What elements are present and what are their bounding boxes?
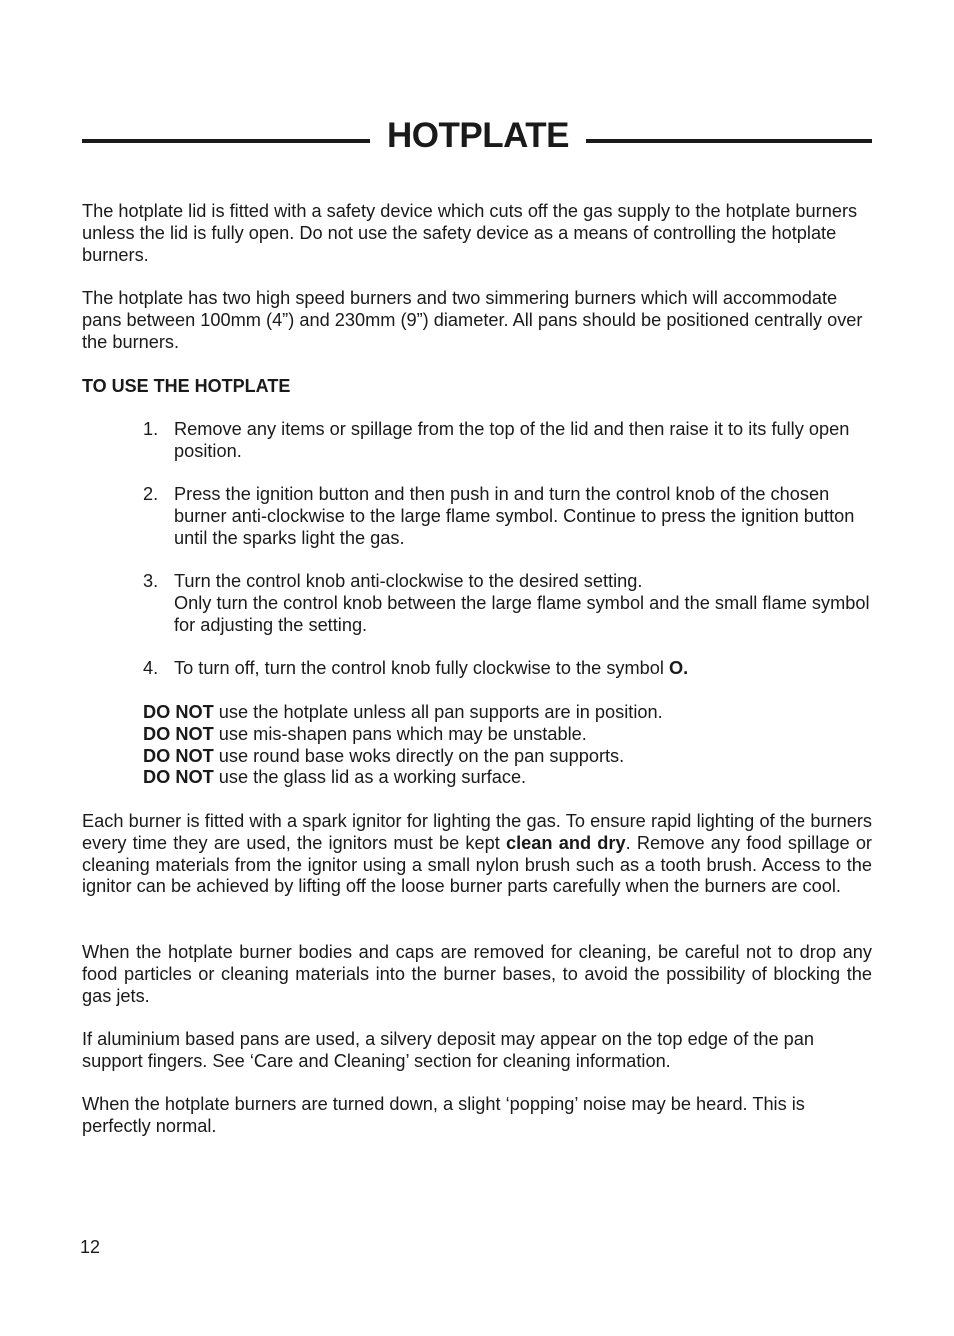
step-number: 3. bbox=[143, 571, 159, 592]
step-text: Remove any items or spillage from the top of the lid and then raise it to its fully open position. bbox=[174, 419, 850, 461]
warning-item bbox=[143, 724, 872, 746]
intro-paragraph-burners: The hotplate has two high speed burners and two simmering burners which will accommodate pans between 100mm (4”) and 230mm (9”) diameter. All pans should be positioned centrally over the burners. bbox=[82, 288, 863, 352]
aluminium-paragraph: If aluminium based pans are used, a silvery deposit may appear on the top edge of the pan support fingers. See ‘Care and Cleaning’ section for cleaning information. bbox=[82, 1029, 815, 1071]
section-heading: TO USE THE HOTPLATE bbox=[82, 376, 291, 396]
step-number: 2. bbox=[143, 484, 159, 505]
step-item bbox=[143, 571, 872, 636]
warning-prefix: DO NOT bbox=[143, 702, 214, 722]
intro-paragraph-lid: The hotplate lid is fitted with a safety device which cuts off the gas supply to the hotplate burners unless the lid is fully open. Do not use the safety device as a means of controlling the hotplate burners. bbox=[82, 201, 858, 265]
page-number: 12 bbox=[80, 1237, 101, 1257]
step-number: 1. bbox=[143, 419, 159, 439]
popping-paragraph: When the hotplate burners are turned down, a slight ‘popping’ noise may be heard. This is perfectly normal. bbox=[82, 1094, 805, 1136]
warnings-list bbox=[143, 702, 872, 789]
title-text: HOTPLATE bbox=[386, 116, 569, 155]
off-symbol: O. bbox=[669, 658, 689, 679]
step-number: 4. bbox=[143, 658, 159, 679]
step-text: Turn the control knob anti-clockwise to the desired setting. bbox=[174, 571, 643, 592]
warning-item bbox=[143, 702, 872, 724]
warning-text: use round base woks directly on the pan supports. bbox=[213, 745, 625, 766]
ignitor-emphasis: clean and dry bbox=[506, 832, 626, 853]
warning-item bbox=[143, 746, 872, 768]
step-item bbox=[143, 484, 872, 549]
step-text-main: To turn off, turn the control knob fully clockwise to the symbol bbox=[174, 658, 670, 679]
warning-text: use the hotplate unless all pan supports are in position. bbox=[213, 702, 663, 722]
warning-text: use the glass lid as a working surface. bbox=[213, 767, 527, 788]
step-text: Only turn the control knob between the large flame symbol and the small flame symbol for adjusting the setting. bbox=[174, 592, 870, 635]
instruction-steps bbox=[143, 419, 872, 702]
warning-prefix: DO NOT bbox=[143, 723, 214, 744]
ignitor-text-before: Each burner is fitted with a spark ignitor for lighting the gas. To ensure rapid lighting of the burners every time they are used, the ignitors must be kept bbox=[82, 811, 872, 853]
step-text: Press the ignition button and then push in and turn the control knob of the chosen burner anti-clockwise to the large flame symbol. Continue to press the ignition button until the sparks light the gas. bbox=[174, 484, 855, 548]
step-item bbox=[143, 658, 872, 680]
page-title bbox=[82, 108, 872, 164]
ignitor-paragraph bbox=[82, 811, 872, 898]
warning-prefix: DO NOT bbox=[143, 745, 214, 766]
warning-text: use mis-shapen pans which may be unstable. bbox=[213, 723, 587, 744]
title-rule-left bbox=[82, 139, 370, 143]
title-rule-right bbox=[586, 139, 872, 143]
step-item bbox=[143, 419, 872, 463]
warning-item bbox=[143, 767, 872, 789]
step-text bbox=[174, 658, 872, 680]
ignitor-text-after: . Remove any food spillage or cleaning materials from the ignitor using a small nylon brush such as a tooth brush. Access to the ignitor can be achieved by lifting off the loose burner parts carefully when the burners are cool. bbox=[82, 832, 872, 897]
warning-prefix: DO NOT bbox=[143, 767, 214, 788]
cleaning-paragraph: When the hotplate burner bodies and caps are removed for cleaning, be careful not to drop any food particles or cleaning materials into the burner bases, to avoid the possibility of blocking the gas jets. bbox=[82, 942, 872, 1006]
